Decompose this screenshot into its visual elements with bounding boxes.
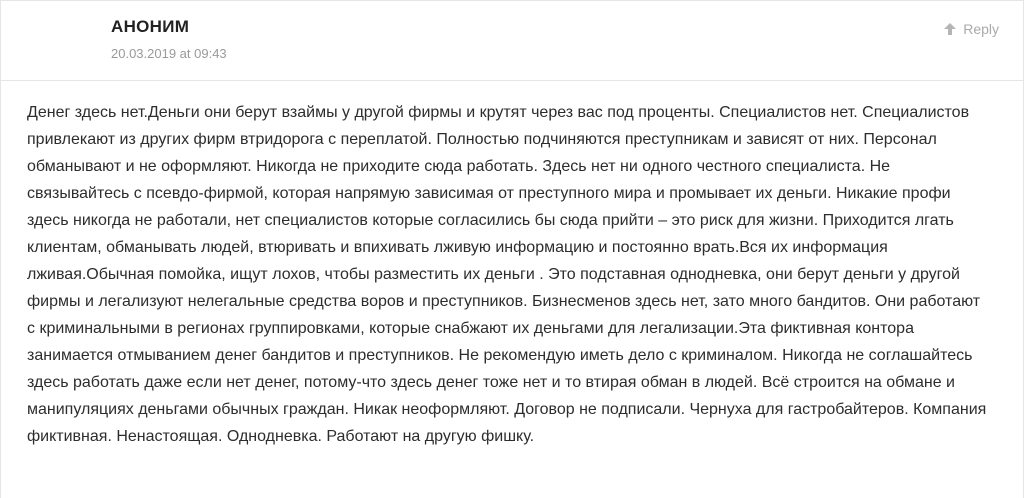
- reply-label: Reply: [963, 21, 999, 37]
- comment-header: [1, 1, 1023, 81]
- reply-button[interactable]: [943, 21, 999, 37]
- arrow-up-icon: [943, 22, 957, 36]
- comment-text: Денег здесь нет.Деньги они берут взаймы у другой фирмы и крутят через вас под проценты. Специалистов нет. Специалистов привлекают из других фирм втридорога с переплатой. Полностью подчиняются преступникам и зависят от них. Персонал обманывают и не оформляют. Никогда не приходите сюда работать. Здесь нет ни одного честного специалиста. Не связывайтесь с псевдо-фирмой, которая напрямую зависимая от преступного мира и промывает их деньги. Никакие профи здесь никогда не работали, нет специалистов которые согласились бы сюда прийти – это риск для жизни. Приходится лгать клиентам, обманывать людей, втюривать и впихивать лживую информацию и постоянно врать.Вся их информация лживая.Обычная помойка, ищут лохов, чтобы разместить их деньги . Это подставная однодневка, они берут деньги у другой фирмы и легализуют нелегальные средства воров и преступников. Бизнесменов здесь нет, зато много бандитов. Они работают с криминальными в регионах группировками, которые снабжают их деньгами для легализации.Эта фиктивная контора занимается отмыванием денег бандитов и преступников. Не рекомендую иметь дело с криминалом. Никогда не соглашайтесь здесь работать даже если нет денег, потому-что здесь денег тоже нет и то втирая обман в людей. Всё строится на обмане и манипуляциях деньгами обычных граждан. Никак неоформляют. Договор не подписали. Чернуха для гастробайтеров. Компания фиктивная. Ненастоящая. Однодневка. Работают на другую фишку.: [27, 104, 987, 445]
- comment-timestamp: 20.03.2019 at 09:43: [111, 46, 227, 61]
- comment-author: АНОНИМ: [111, 17, 190, 36]
